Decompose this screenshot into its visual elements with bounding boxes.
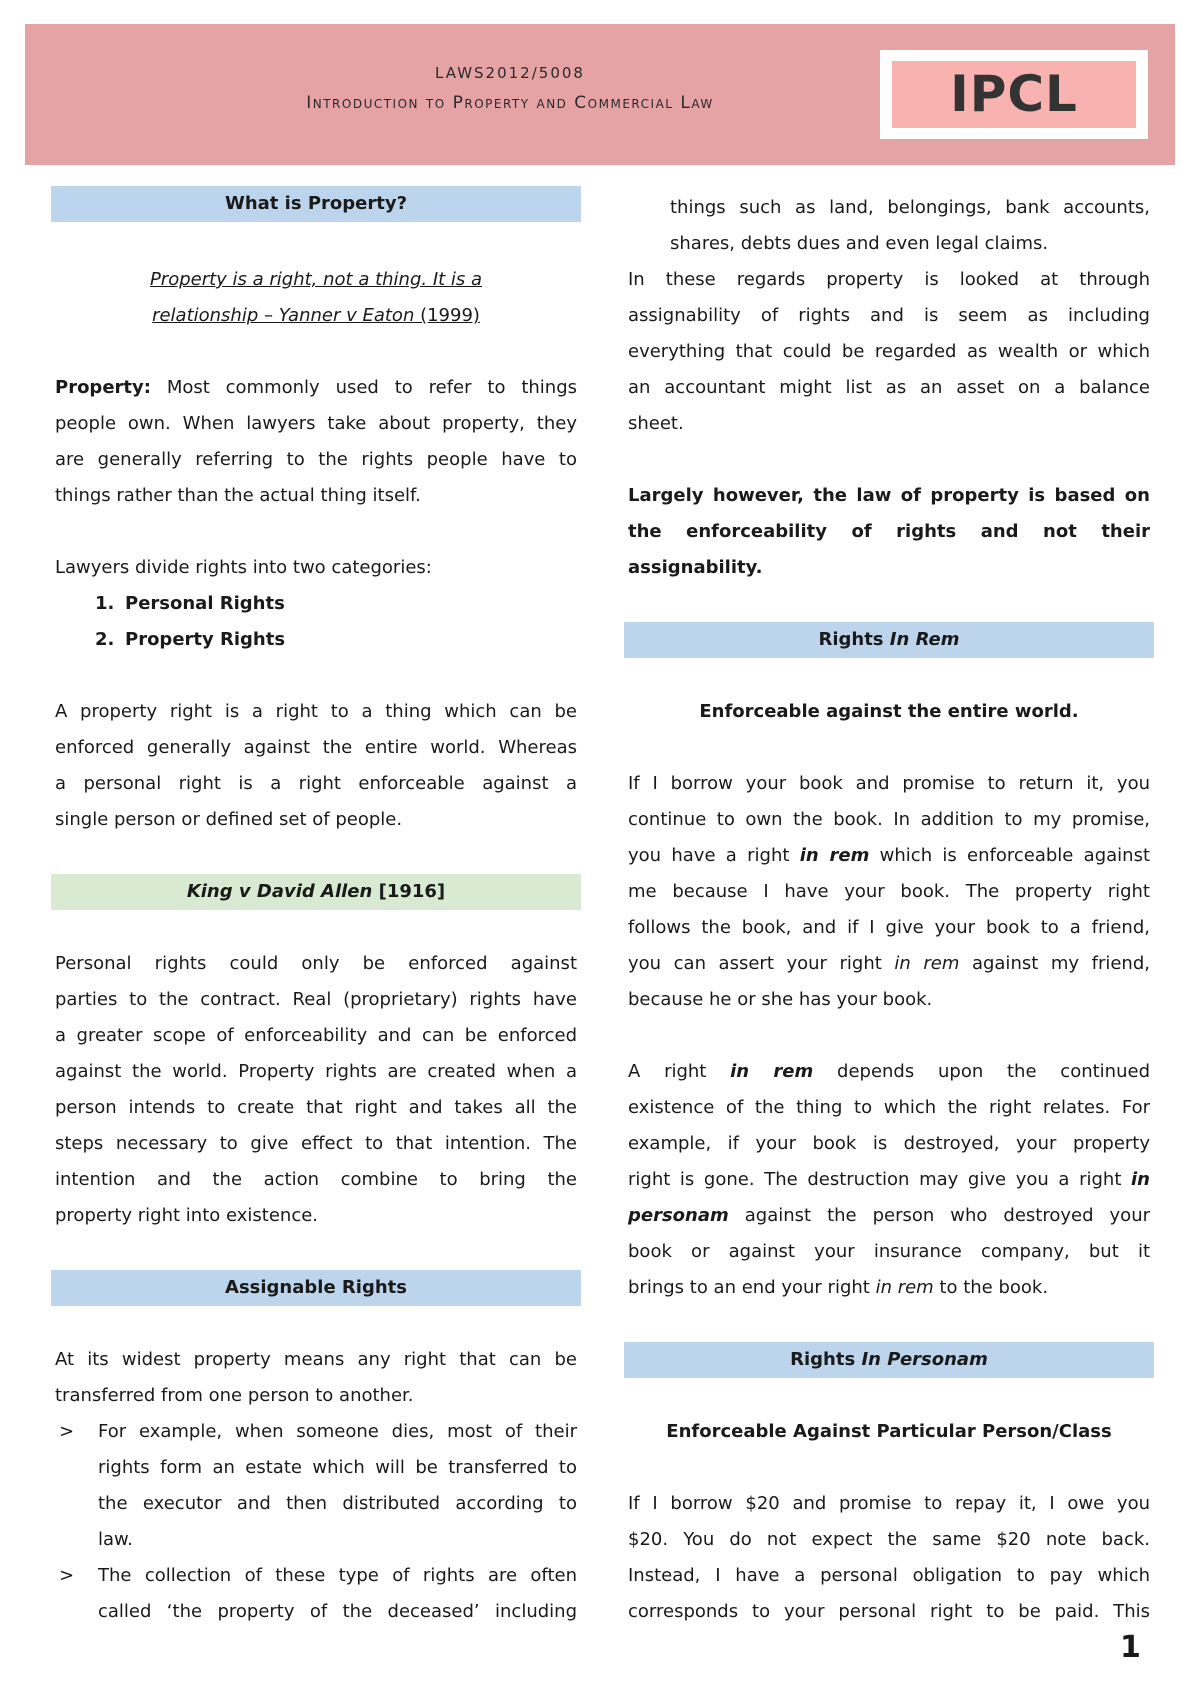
paragraph-line: At its widest property means any right that can be — [55, 1349, 577, 1370]
text: depends upon the continued — [813, 1061, 1150, 1082]
page-number: 1 — [1120, 1630, 1141, 1665]
text: right is gone. The destruction may give you a right — [628, 1169, 1132, 1190]
latin-term: in rem — [875, 1277, 934, 1298]
heading-text: Rights — [818, 629, 890, 650]
paragraph-line: sheet. — [628, 413, 684, 434]
quote-line: Property is a right, not a thing. It is a — [149, 269, 483, 290]
paragraph-line: existence of the thing to which the right relates. For — [628, 1097, 1150, 1118]
heading-assignable-rights: Assignable Rights — [51, 1270, 581, 1306]
paragraph-line: things rather than the actual thing itself. — [55, 485, 421, 506]
continued-line: shares, debts dues and even legal claims. — [670, 233, 1049, 254]
paragraph-line: book or against your insurance company, but it — [628, 1241, 1150, 1262]
list-text: Personal Rights — [125, 593, 285, 614]
quote-line — [55, 298, 577, 334]
paragraph-line — [628, 1270, 1150, 1306]
bullet-marker: > — [59, 1565, 75, 1586]
logo-text: IPCL — [950, 65, 1078, 123]
emphasis-line: assignability. — [628, 557, 763, 578]
heading-rights-in-rem — [624, 622, 1154, 658]
heading-wrap — [628, 1342, 1150, 1378]
heading-term: In Personam — [861, 1349, 988, 1370]
list-item — [55, 586, 577, 622]
bullet-line: rights form an estate which will be transferred to — [98, 1457, 577, 1478]
quote-year: (1999) — [414, 305, 480, 326]
paragraph-line: In these regards property is looked at through — [628, 269, 1150, 290]
heading-rights-in-personam — [624, 1342, 1154, 1378]
paragraph-line — [628, 946, 1150, 982]
logo-box — [892, 61, 1136, 128]
paragraph-line — [628, 1198, 1150, 1234]
right-column — [628, 190, 1150, 1630]
heading-wrap — [628, 622, 1150, 658]
paragraph-line: follows the book, and if I give your book to a friend, — [628, 917, 1150, 938]
paragraph-line: a personal right is a right enforceable against a — [55, 773, 577, 794]
paragraph-line: Lawyers divide rights into two categories: — [55, 557, 432, 578]
paragraph-line: property right into existence. — [55, 1205, 319, 1226]
list-number: 1. — [95, 593, 115, 614]
emphasis-line: Largely however, the law of property is based on — [628, 485, 1150, 506]
paragraph-line: corresponds to your personal right to be paid. This — [628, 1601, 1150, 1622]
paragraph-line: Personal rights could only be enforced against — [55, 953, 577, 974]
emphasis-line: the enforceability of rights and not their — [628, 521, 1150, 542]
list-text: Property Rights — [125, 629, 286, 650]
latin-term: in rem — [894, 953, 960, 974]
paragraph-line: people own. When lawyers take about property, they — [55, 413, 577, 434]
term-label: Property: — [55, 377, 151, 398]
heading-what-is-property: What is Property? — [51, 186, 581, 222]
paragraph-line: assignability of rights and is seem as including — [628, 305, 1150, 326]
paragraph-line: intention and the action combine to bring the — [55, 1169, 577, 1190]
paragraph-line: parties to the contract. Real (proprietary) rights have — [55, 989, 577, 1010]
heading-wrap — [55, 874, 577, 910]
text: against my friend, — [959, 953, 1150, 974]
paragraph-line: an accountant might list as an asset on a balance — [628, 377, 1150, 398]
latin-term: personam — [628, 1205, 729, 1226]
paragraph-line: A property right is a right to a thing which can be — [55, 701, 577, 722]
heading-wrap — [55, 1270, 577, 1306]
left-column — [55, 190, 577, 1630]
case-name: King v David Allen — [186, 881, 373, 902]
paragraph-line: If I borrow $20 and promise to repay it, I owe you — [628, 1493, 1150, 1514]
paragraph-line — [628, 838, 1150, 874]
bullet-line — [55, 1414, 577, 1450]
heading-king-v-david-allen — [51, 874, 581, 910]
heading-term: In Rem — [889, 629, 960, 650]
bullet-text: For example, when someone dies, most of their — [98, 1421, 577, 1442]
text: you have a right — [628, 845, 800, 866]
text: brings to an end your right — [628, 1277, 876, 1298]
paragraph-line: against the world. Property rights are created when a — [55, 1061, 577, 1082]
paragraph-line: because he or she has your book. — [628, 989, 933, 1010]
paragraph-text: Most commonly used to refer to things — [150, 377, 577, 398]
paragraph-line — [55, 370, 577, 406]
bullet-text: The collection of these type of rights are often — [98, 1565, 577, 1586]
paragraph-line: everything that could be regarded as wealth or which — [628, 341, 1150, 362]
paragraph-line — [628, 1054, 1150, 1090]
logo — [880, 50, 1148, 139]
heading-wrap — [55, 190, 577, 226]
case-year: [1916] — [372, 881, 446, 902]
page-header — [25, 24, 1175, 165]
latin-term: in — [1131, 1169, 1150, 1190]
subheading: Enforceable Against Particular Person/Class — [666, 1421, 1112, 1442]
paragraph-line: me because I have your book. The property right — [628, 881, 1150, 902]
list-item — [55, 622, 577, 658]
paragraph-line: $20. You do not expect the same $20 note back. — [628, 1529, 1150, 1550]
bullet-line — [55, 1558, 577, 1594]
text: which is enforceable against — [869, 845, 1151, 866]
heading-text: Rights — [790, 1349, 862, 1370]
text: against the person who destroyed your — [728, 1205, 1150, 1226]
course-code: LAWS2012/5008 — [435, 64, 585, 82]
paragraph-line: Instead, I have a personal obligation to pay which — [628, 1565, 1150, 1586]
paragraph-line: continue to own the book. In addition to my promise, — [628, 809, 1150, 830]
paragraph-line: If I borrow your book and promise to return it, you — [628, 773, 1150, 794]
paragraph-line: steps necessary to give effect to that intention. The — [55, 1133, 577, 1154]
subheading: Enforceable against the entire world. — [699, 701, 1079, 722]
continued-line: things such as land, belongings, bank accounts, — [670, 197, 1150, 218]
bullet-line: law. — [98, 1529, 133, 1550]
latin-term: in rem — [730, 1061, 814, 1082]
paragraph-line: example, if your book is destroyed, your property — [628, 1133, 1150, 1154]
paragraph-line: person intends to create that right and takes all the — [55, 1097, 577, 1118]
bullet-marker: > — [59, 1421, 75, 1442]
paragraph-line — [628, 1162, 1150, 1198]
paragraph-line: are generally referring to the rights people have to — [55, 449, 577, 470]
paragraph-line: a greater scope of enforceability and can be enforced — [55, 1025, 577, 1046]
text: you can assert your right — [628, 953, 895, 974]
latin-term: in rem — [799, 845, 870, 866]
text: A right — [628, 1061, 731, 1082]
list-number: 2. — [95, 629, 115, 650]
paragraph-line: single person or defined set of people. — [55, 809, 403, 830]
paragraph-line: transferred from one person to another. — [55, 1385, 414, 1406]
paragraph-line: enforced generally against the entire world. Whereas — [55, 737, 577, 758]
text: to the book. — [933, 1277, 1049, 1298]
bullet-line: the executor and then distributed according to — [98, 1493, 577, 1514]
bullet-line: called ‘the property of the deceased’ including — [98, 1601, 577, 1622]
quote-case: relationship – Yanner v Eaton — [152, 305, 415, 326]
course-title: Introduction to Property and Commercial Law — [306, 93, 714, 113]
